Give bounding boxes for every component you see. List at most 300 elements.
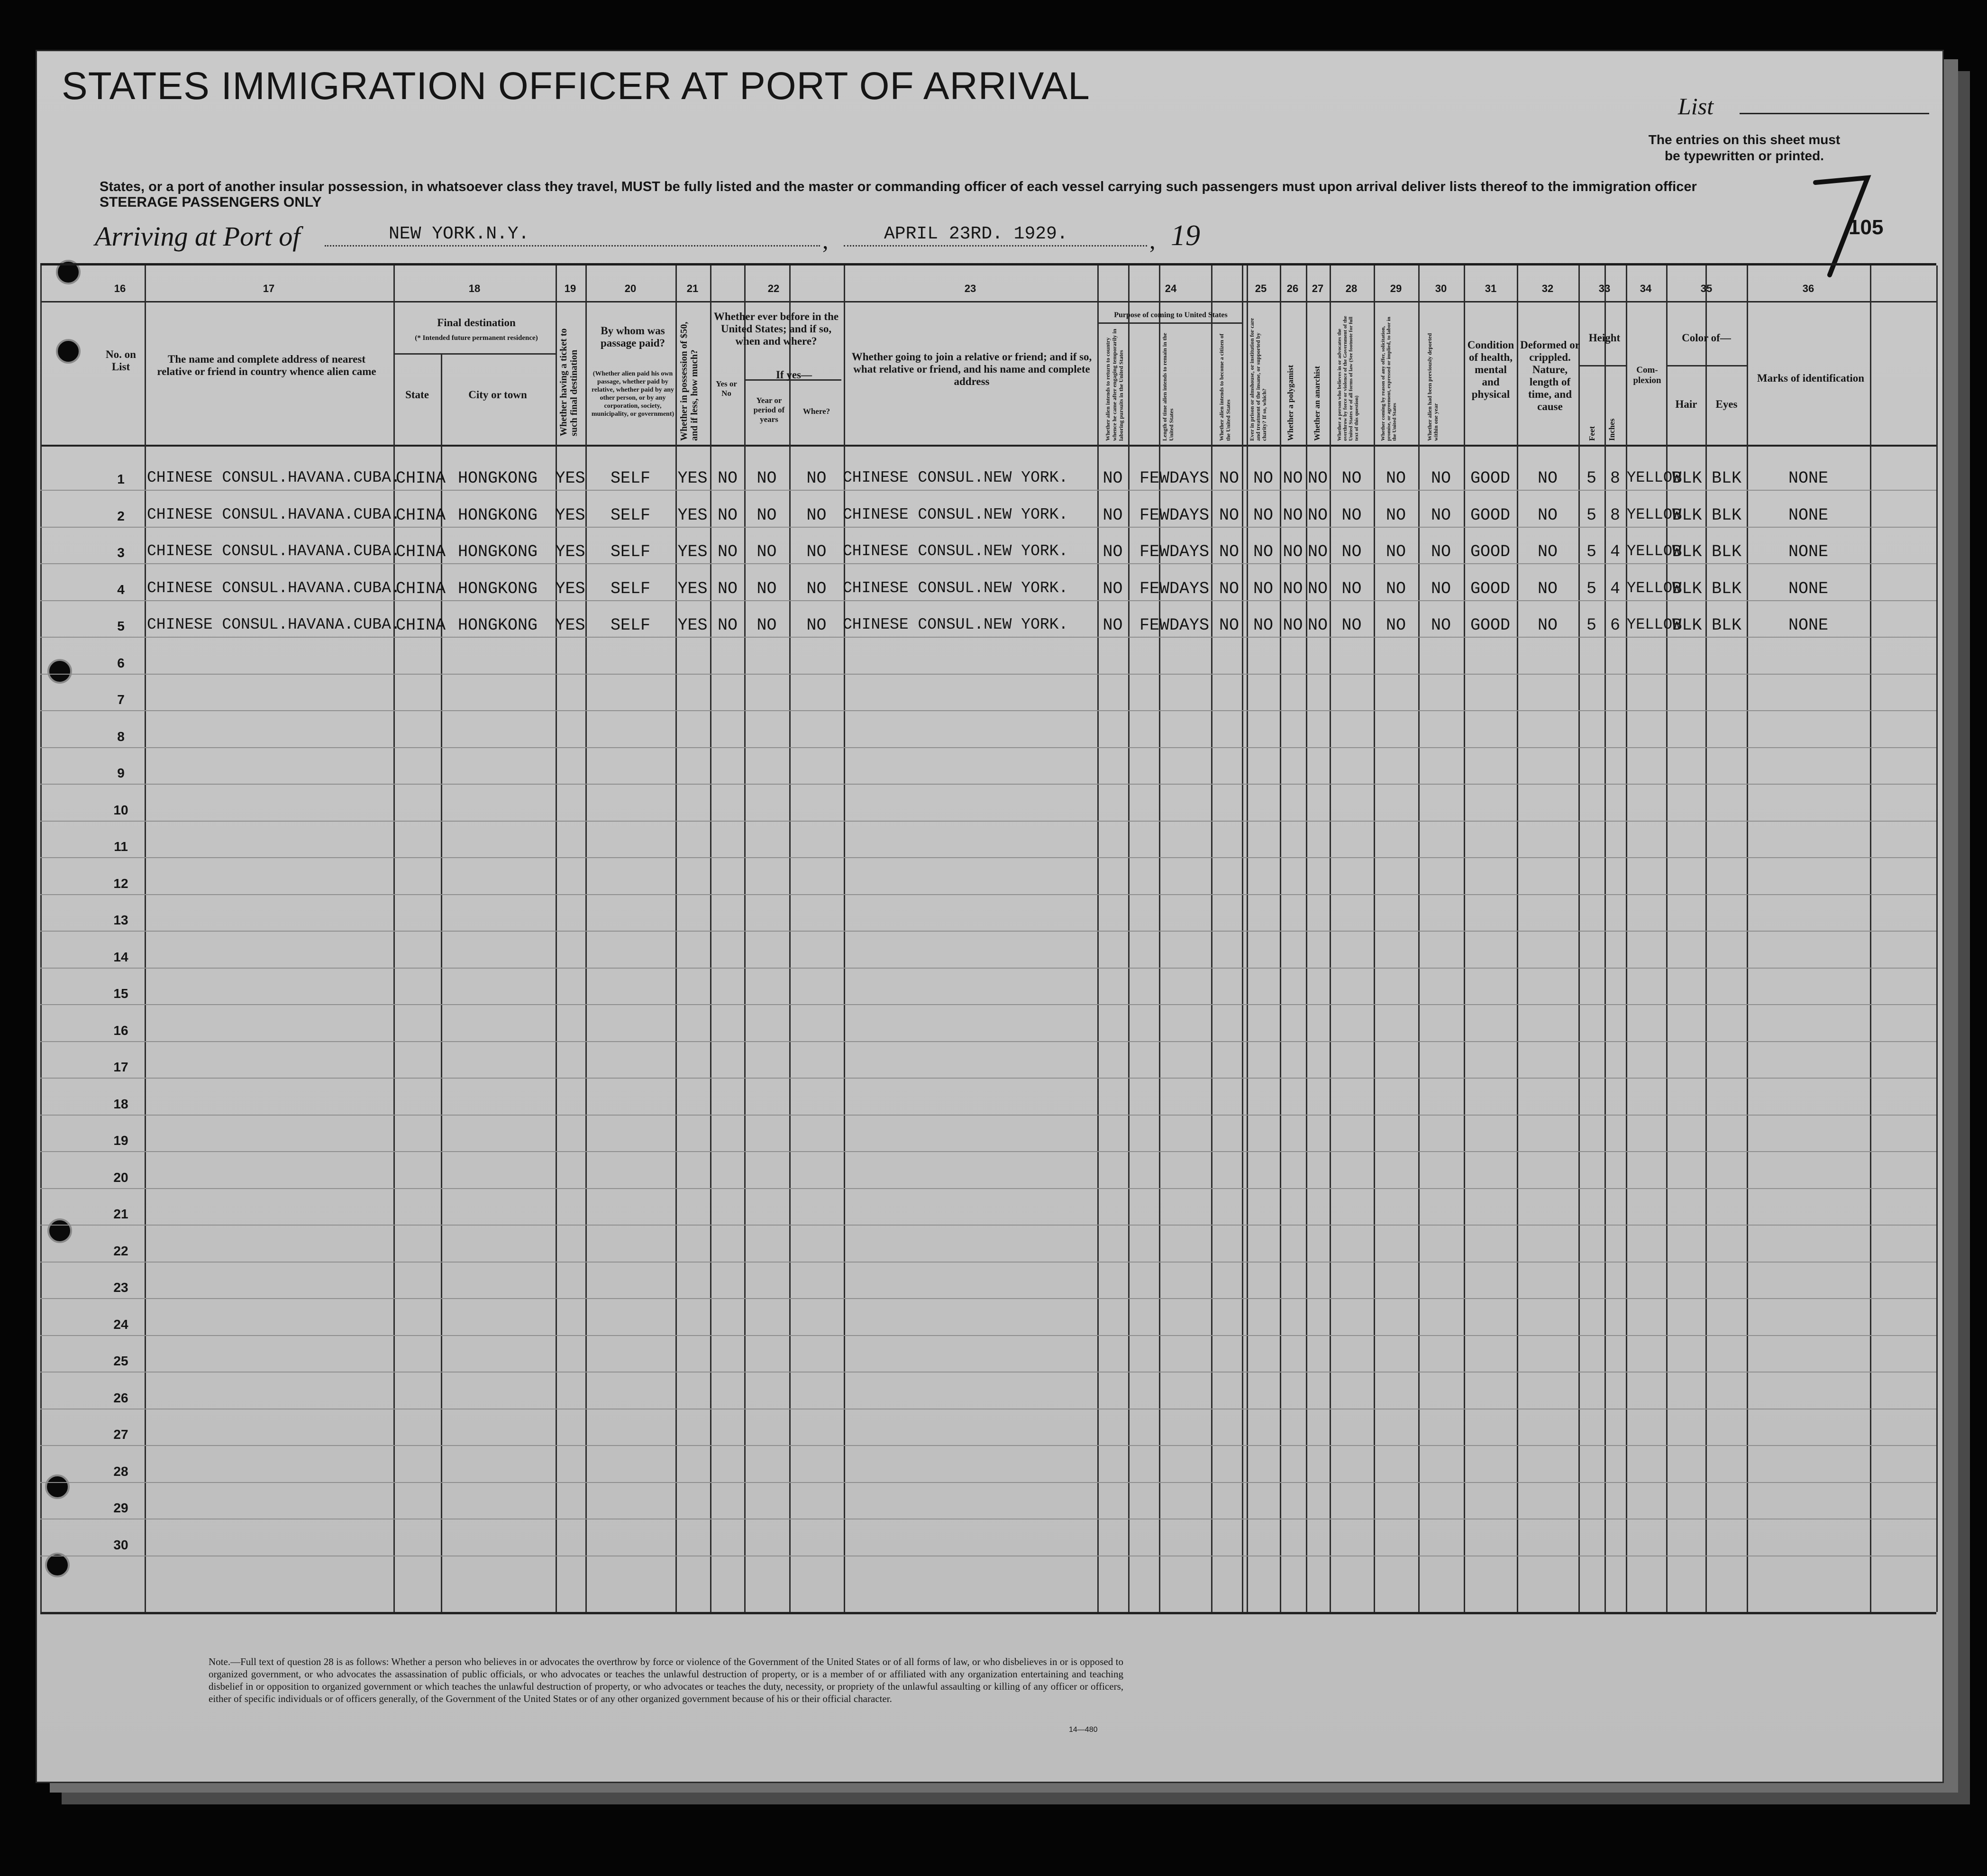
purpose-length: FEWDAYS [1139,579,1210,598]
previously-in-us: NO [717,506,738,525]
polygamist: NO [1283,616,1303,635]
complexion: YELLOW [1627,469,1682,486]
column-divider [40,265,42,1612]
row-number: 30 [113,1537,128,1552]
column-number: 32 [1541,283,1554,294]
column-number: 28 [1345,283,1358,294]
column-divider [1306,265,1307,1612]
row-number: 3 [117,545,125,560]
column-number-rule [40,301,1936,302]
purpose-return: NO [1103,542,1123,561]
passage-paid-by: SELF [610,542,650,561]
question-30: NO [1431,469,1451,488]
column-divider [1418,265,1420,1612]
money-possession: YES [677,579,708,598]
column-divider [1247,265,1248,1612]
question-29: NO [1385,506,1406,525]
column-number: 36 [1802,283,1814,294]
header-bottom-rule [40,445,1936,447]
header-state: State [405,389,429,401]
column-number: 18 [468,283,481,294]
header-condition: Condition of health, mental and physical [1467,339,1514,400]
relative-address: CHINESE CONSUL.HAVANA.CUBA. [147,506,401,523]
row-rule [40,710,1936,711]
hair-color: BLK [1672,469,1702,488]
row-rule [40,1041,1936,1042]
polygamist: NO [1283,579,1303,598]
identification-marks: NONE [1788,579,1828,598]
column-number: 19 [564,283,576,294]
typewritten-notice: The entries on this sheet must be typewritten or printed. [1648,132,1841,163]
header-polygamist: Whether a polygamist [1286,365,1295,441]
deformed: NO [1537,579,1558,598]
row-number: 21 [113,1207,128,1221]
row-number: 24 [113,1317,128,1332]
previous-years: NO [757,616,777,635]
deformed: NO [1537,542,1558,561]
row-number: 12 [113,876,128,891]
page-number: 105 [1849,216,1884,239]
header-year-period: Year or period of years [753,396,785,424]
destination-city: HONGKONG [457,506,538,525]
port-line [325,245,820,247]
row-number: 14 [113,950,128,964]
header-complexion: Com- plexion [1633,365,1661,385]
column-number: 26 [1286,283,1299,294]
question-28: NO [1341,506,1362,525]
anarchist: NO [1307,616,1328,635]
anarchist: NO [1307,506,1328,525]
eye-color: BLK [1711,469,1741,488]
height-feet: 5 [1586,542,1596,561]
destination-city: HONGKONG [457,579,538,598]
header-inches: Inches [1607,418,1616,441]
header-q30: Whether alien had been previously deported within one year [1426,333,1439,441]
row-rule [40,931,1936,932]
list-number-line [1740,113,1929,114]
column-number: 35 [1700,283,1713,294]
purpose-length: FEWDAYS [1139,506,1210,525]
identification-marks: NONE [1788,542,1828,561]
ticket-status: YES [555,506,585,525]
previous-where: NO [806,469,827,488]
column-divider [585,265,587,1612]
row-rule [40,490,1936,491]
date-line [844,245,1147,247]
row-number: 9 [117,766,125,780]
prison-record: NO [1253,542,1273,561]
steerage-label: STEERAGE PASSENGERS ONLY [100,194,322,210]
row-number: 19 [113,1133,128,1148]
row-number: 29 [113,1501,128,1515]
question-30: NO [1431,579,1451,598]
passage-paid-by: SELF [610,579,650,598]
header-color-of: Color of— [1682,332,1731,344]
column-divider [1578,265,1580,1612]
row-number: 4 [117,582,125,597]
question-28: NO [1341,579,1362,598]
previous-where: NO [806,616,827,635]
destination-state: CHINA [396,506,446,525]
height-inches: 4 [1610,579,1620,598]
health-condition: GOOD [1470,579,1510,598]
height-feet: 5 [1586,579,1596,598]
column-divider [1330,265,1331,1612]
anarchist: NO [1307,579,1328,598]
row-rule [40,674,1936,675]
row-number: 7 [117,692,125,707]
passage-paid-by: SELF [610,469,650,488]
binder-hole [47,659,72,684]
relative-address: CHINESE CONSUL.HAVANA.CUBA. [147,616,401,633]
money-possession: YES [677,616,708,635]
purpose-return: NO [1103,579,1123,598]
column-divider [1159,265,1160,1612]
subheader-rule [393,353,556,355]
row-number: 26 [113,1391,128,1405]
purpose-citizen: NO [1219,469,1239,488]
port-of-arrival: NEW YORK.N.Y. [389,224,529,244]
header-passage-paid: By whom was passage paid? [600,325,665,349]
header-joining: Whether going to join a relative or friend; and if so, what relative or friend, and his name and complete address [851,351,1092,387]
height-inches: 8 [1610,506,1620,525]
row-number: 10 [113,803,128,817]
row-number: 2 [117,509,125,523]
row-number: 28 [113,1464,128,1479]
column-divider [1374,265,1375,1612]
anarchist: NO [1307,542,1328,561]
header-q29: Whether coming by reason of any offer, solicitation, promise, or agreement, expressed or implied, to labor in the United States [1380,317,1397,441]
row-rule [40,857,1936,858]
money-possession: YES [677,469,708,488]
column-divider [1936,265,1938,1612]
hair-color: BLK [1672,616,1702,635]
purpose-return: NO [1103,506,1123,525]
destination-state: CHINA [396,616,446,635]
deformed: NO [1537,616,1558,635]
joining-relative: CHINESE CONSUL.NEW YORK. [843,506,1068,523]
height-feet: 5 [1586,506,1596,525]
eye-color: BLK [1711,616,1741,635]
relative-address: CHINESE CONSUL.HAVANA.CUBA. [147,542,401,560]
subheader-rule [1097,322,1242,324]
row-rule [40,1078,1936,1079]
header-q28: Whether a person who believes in or advocates the overthrow by force or violence of the Government of the United States or of all forms of law (See footnote for full text of this question) [1337,316,1359,441]
row-rule [40,637,1936,638]
column-number: 16 [114,283,126,294]
column-number: 20 [624,283,637,294]
question-28: NO [1341,616,1362,635]
column-number: 24 [1165,283,1177,294]
binder-hole [45,1474,70,1499]
binder-hole [47,1218,72,1243]
eye-color: BLK [1711,542,1741,561]
header-purpose-citizen: Whether alien intends to become a citizen of the United States [1218,333,1231,441]
row-number: 25 [113,1354,128,1368]
year-prefix: 19 [1171,220,1200,252]
passage-paid-by: SELF [610,506,650,525]
hair-color: BLK [1672,579,1702,598]
complexion: YELLOW [1627,506,1682,523]
column-divider [710,265,711,1612]
header-height: Height [1588,332,1621,344]
row-rule [40,1115,1936,1116]
identification-marks: NONE [1788,616,1828,635]
column-number: 22 [767,283,780,294]
question-30: NO [1431,616,1451,635]
column-number: 34 [1640,283,1652,294]
purpose-length: FEWDAYS [1139,469,1210,488]
manifest-sheet [36,50,1944,1783]
previously-in-us: NO [717,616,738,635]
previous-where: NO [806,579,827,598]
row-rule [40,1335,1936,1336]
eye-color: BLK [1711,579,1741,598]
row-number: 22 [113,1244,128,1258]
header-purpose-length: Length of time alien intends to remain in the United States [1161,333,1175,441]
row-rule [40,600,1936,601]
question-30: NO [1431,542,1451,561]
polygamist: NO [1283,506,1303,525]
column-divider [1747,265,1748,1612]
row-number: 15 [113,986,128,1001]
purpose-length: FEWDAYS [1139,542,1210,561]
row-number: 27 [113,1427,128,1442]
question-29: NO [1385,579,1406,598]
header-anarchist: Whether an anarchist [1313,366,1322,441]
column-divider [1666,265,1668,1612]
polygamist: NO [1283,469,1303,488]
purpose-citizen: NO [1219,506,1239,525]
health-condition: GOOD [1470,506,1510,525]
relative-address: CHINESE CONSUL.HAVANA.CUBA. [147,579,401,597]
header-prison: Ever in prison or almshouse, or institution for care and treatment of the insane, or supported by charity? If so, which? [1249,318,1267,441]
row-number: 6 [117,656,125,670]
destination-city: HONGKONG [457,542,538,561]
column-divider [1097,265,1099,1612]
row-rule [40,894,1936,895]
prison-record: NO [1253,616,1273,635]
column-divider [789,379,791,1612]
previously-in-us: NO [717,579,738,598]
anarchist: NO [1307,469,1328,488]
row-number: 8 [117,729,125,744]
header-passage-note: (Whether alien paid his own passage, whether paid by relative, whether paid by any other person, or by any corporation, society, municipality, or government) [591,370,674,418]
header-final-destination-note: (* Intended future permanent residence) [415,334,538,342]
row-rule [40,968,1936,969]
deformed: NO [1537,469,1558,488]
header-city: City or town [468,389,527,401]
complexion: YELLOW [1627,542,1682,560]
row-rule [40,1482,1936,1483]
row-rule [40,563,1936,564]
separator: , [1149,227,1156,254]
destination-city: HONGKONG [457,616,538,635]
question-28: NO [1341,469,1362,488]
prison-record: NO [1253,579,1273,598]
header-if-yes: If yes— [775,369,812,381]
column-divider [1464,265,1465,1612]
header-eyes: Eyes [1715,398,1738,410]
hair-color: BLK [1672,542,1702,561]
column-divider [1626,265,1627,1612]
purpose-citizen: NO [1219,542,1239,561]
previous-where: NO [806,542,827,561]
header-money: Whether in possession of $50, and if less, how much? [679,321,700,441]
money-possession: YES [677,506,708,525]
joining-relative: CHINESE CONSUL.NEW YORK. [843,542,1068,560]
column-number: 30 [1435,283,1447,294]
column-number: 31 [1485,283,1497,294]
column-number: 25 [1255,283,1267,294]
complexion: YELLOW [1627,616,1682,633]
previously-in-us: NO [717,542,738,561]
row-number: 5 [117,619,125,633]
header-feet: Feet [1587,426,1596,441]
row-rule [40,1004,1936,1005]
row-number: 17 [113,1060,128,1074]
purpose-citizen: NO [1219,616,1239,635]
row-rule [40,1445,1936,1446]
row-rule [40,1298,1936,1299]
subheader-rule [1666,365,1747,366]
column-divider [844,265,845,1612]
row-number: 13 [113,913,128,927]
prison-record: NO [1253,469,1273,488]
deformed: NO [1537,506,1558,525]
row-rule [40,1225,1936,1226]
column-divider [1280,265,1281,1612]
previous-where: NO [806,506,827,525]
subheader-rule [1578,365,1626,366]
relative-address: CHINESE CONSUL.HAVANA.CUBA. [147,469,401,486]
row-number: 18 [113,1097,128,1111]
column-divider [1242,265,1243,1612]
question-30: NO [1431,506,1451,525]
header-no-on-list: No. on List [106,348,136,373]
eye-color: BLK [1711,506,1741,525]
question-29: NO [1385,469,1406,488]
column-divider [675,265,677,1612]
table-top-rule [40,263,1936,265]
footnote-q28: Note.—Full text of question 28 is as follows: Whether a person who believes in or advocates the overthrow by force or violence of the Government of the United States or of all forms of law, or who disbelieves in or is opposed to organized government, or who advocates the assassination of public officials, or who advocates or teaches the unlawful destruction of property, or is a member of or affiliated with any organization entertaining and teaching disbelief in or opposition to organized government or which teaches the unlawful destruction of property, or who advocates or teaches the duty, necessity, or propriety of the unlawful assaulting or killing of any officer or officers, either of specific individuals or of officers generally, of the Government of the United States or of any other organized government because of his or their official character. [209,1656,1123,1704]
previous-years: NO [757,506,777,525]
row-rule [40,747,1936,748]
row-rule [40,527,1936,528]
polygamist: NO [1283,542,1303,561]
money-possession: YES [677,542,708,561]
row-rule [40,1151,1936,1152]
column-divider [145,265,146,1612]
table-bottom-rule [40,1612,1936,1614]
header-final-destination: Final destination [437,317,516,329]
purpose-return: NO [1103,469,1123,488]
height-inches: 4 [1610,542,1620,561]
health-condition: GOOD [1470,542,1510,561]
header-ticket: Whether having a ticket to such final destination [558,328,579,436]
header-yes-no: Yes or No [716,379,737,398]
previously-in-us: NO [717,469,738,488]
row-number: 1 [117,472,125,486]
intro-text: States, or a port of another insular possession, in whatsoever class they travel, MUST be fully listed and the master or commanding officer of each vessel carrying such passengers must upon arrival deliver lists thereof to the immigration officer [100,179,1697,194]
column-divider [1517,265,1518,1612]
column-number: 17 [263,283,275,294]
ticket-status: YES [555,469,585,488]
row-rule [40,821,1936,822]
purpose-return: NO [1103,616,1123,635]
health-condition: GOOD [1470,616,1510,635]
identification-marks: NONE [1788,469,1828,488]
row-number: 16 [113,1023,128,1038]
ticket-status: YES [555,542,585,561]
column-number: 33 [1598,283,1611,294]
header-ever-before: Whether ever before in the United States; and if so, when and where? [713,311,839,347]
list-label: List [1678,93,1714,119]
arrival-date: APRIL 23RD. 1929. [884,224,1068,244]
destination-state: CHINA [396,542,446,561]
destination-state: CHINA [396,469,446,488]
column-divider [393,265,395,1612]
column-number: 29 [1390,283,1402,294]
column-divider [1211,265,1212,1612]
row-number: 20 [113,1170,128,1185]
column-number: 27 [1312,283,1324,294]
previous-years: NO [757,542,777,561]
row-number: 11 [114,839,128,854]
row-rule [40,1262,1936,1263]
column-number: 23 [964,283,976,294]
header-relative-abroad: The name and complete address of nearest relative or friend in country whence alien came [157,353,376,377]
passage-paid-by: SELF [610,616,650,635]
row-rule [40,1188,1936,1189]
complexion: YELLOW [1627,579,1682,597]
height-feet: 5 [1586,616,1596,635]
row-rule [40,784,1936,785]
destination-state: CHINA [396,579,446,598]
joining-relative: CHINESE CONSUL.NEW YORK. [843,579,1068,597]
joining-relative: CHINESE CONSUL.NEW YORK. [843,616,1068,633]
column-divider [1128,265,1130,1612]
question-29: NO [1385,616,1406,635]
previous-years: NO [757,579,777,598]
page-title: STATES IMMIGRATION OFFICER AT PORT OF ARRIVAL [62,64,1090,108]
arriving-label: Arriving at Port of [95,221,301,252]
ticket-status: YES [555,616,585,635]
height-inches: 6 [1610,616,1620,635]
joining-relative: CHINESE CONSUL.NEW YORK. [843,469,1068,486]
question-29: NO [1385,542,1406,561]
header-where: Where? [802,407,830,416]
separator: , [822,227,829,254]
height-feet: 5 [1586,469,1596,488]
purpose-length: FEWDAYS [1139,616,1210,635]
purpose-citizen: NO [1219,579,1239,598]
previous-years: NO [757,469,777,488]
header-deformed: Deformed or crippled. Nature, length of time, and cause [1520,339,1580,412]
prison-record: NO [1253,506,1273,525]
form-number: 14—480 [1069,1726,1098,1734]
column-divider [1870,265,1871,1612]
column-divider [556,265,557,1612]
column-number: 21 [686,283,699,294]
header-hair: Hair [1675,398,1697,410]
header-purpose-return: Whether alien intends to return to country whence he came after engaging temporarily in laboring pursuits in the United States [1104,329,1124,441]
row-number: 23 [113,1280,128,1295]
identification-marks: NONE [1788,506,1828,525]
row-rule [40,1372,1936,1373]
health-condition: GOOD [1470,469,1510,488]
header-purpose: Purpose of coming to United States [1114,311,1228,319]
